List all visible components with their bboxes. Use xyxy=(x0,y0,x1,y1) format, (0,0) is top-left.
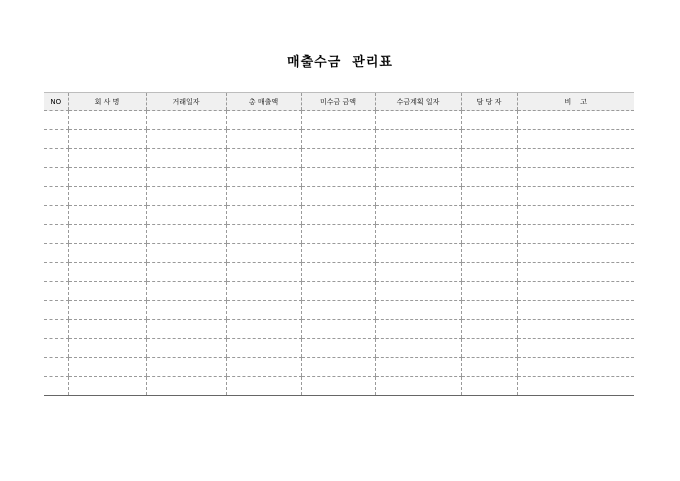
table-cell[interactable] xyxy=(375,130,461,149)
header-remarks: 비 고 xyxy=(517,93,634,111)
table-cell[interactable] xyxy=(68,206,146,225)
table-cell[interactable] xyxy=(68,111,146,130)
table-cell[interactable] xyxy=(226,320,301,339)
table-cell[interactable] xyxy=(68,225,146,244)
table-cell[interactable] xyxy=(301,263,375,282)
table-cell[interactable] xyxy=(226,358,301,377)
table-cell[interactable] xyxy=(301,377,375,396)
table-cell[interactable] xyxy=(226,301,301,320)
table-row xyxy=(44,111,634,130)
table-cell[interactable] xyxy=(301,111,375,130)
table-cell[interactable] xyxy=(146,339,226,358)
table-cell[interactable] xyxy=(375,339,461,358)
table-cell[interactable] xyxy=(461,111,517,130)
table-row xyxy=(44,130,634,149)
table-cell[interactable] xyxy=(375,358,461,377)
table-cell[interactable] xyxy=(301,244,375,263)
header-person-in-charge: 담 당 자 xyxy=(461,93,517,111)
table-cell[interactable] xyxy=(226,244,301,263)
table-header-row xyxy=(44,93,634,111)
table-cell[interactable] xyxy=(375,377,461,396)
table-cell[interactable] xyxy=(68,339,146,358)
table-cell[interactable] xyxy=(146,301,226,320)
table-cell[interactable] xyxy=(68,358,146,377)
table-row xyxy=(44,206,634,225)
table-cell[interactable] xyxy=(517,377,634,396)
table-row xyxy=(44,339,634,358)
table-cell[interactable] xyxy=(44,244,68,263)
table-body xyxy=(44,111,634,396)
table-cell[interactable] xyxy=(517,149,634,168)
table-cell[interactable] xyxy=(226,111,301,130)
table-cell[interactable] xyxy=(226,225,301,244)
table-cell[interactable] xyxy=(226,377,301,396)
table-cell[interactable] xyxy=(146,377,226,396)
table-cell[interactable] xyxy=(461,282,517,301)
table-cell[interactable] xyxy=(375,149,461,168)
table-cell[interactable] xyxy=(146,206,226,225)
table-cell[interactable] xyxy=(517,263,634,282)
table-cell[interactable] xyxy=(44,111,68,130)
table-cell[interactable] xyxy=(517,339,634,358)
table-cell[interactable] xyxy=(375,187,461,206)
table-cell[interactable] xyxy=(301,282,375,301)
table-cell[interactable] xyxy=(517,301,634,320)
table-cell[interactable] xyxy=(44,282,68,301)
document-title: 매출수금 관리표 xyxy=(287,55,393,70)
table-cell[interactable] xyxy=(375,168,461,187)
header-total-sales: 총 매출액 xyxy=(226,93,301,111)
table-cell[interactable] xyxy=(301,301,375,320)
table-cell[interactable] xyxy=(461,225,517,244)
table-cell[interactable] xyxy=(461,339,517,358)
table-cell[interactable] xyxy=(375,244,461,263)
header-company-name: 회 사 명 xyxy=(68,93,146,111)
table-cell[interactable] xyxy=(517,130,634,149)
table-cell[interactable] xyxy=(146,111,226,130)
table-cell[interactable] xyxy=(517,111,634,130)
table-row xyxy=(44,187,634,206)
table-cell[interactable] xyxy=(517,358,634,377)
table-row xyxy=(44,377,634,396)
table-cell[interactable] xyxy=(44,358,68,377)
table-cell[interactable] xyxy=(301,225,375,244)
table-cell[interactable] xyxy=(68,320,146,339)
table-cell[interactable] xyxy=(146,149,226,168)
header-no: NO xyxy=(44,93,68,111)
table-cell[interactable] xyxy=(517,206,634,225)
table-cell[interactable] xyxy=(517,282,634,301)
table-cell[interactable] xyxy=(375,263,461,282)
table-cell[interactable] xyxy=(226,263,301,282)
table-cell[interactable] xyxy=(375,225,461,244)
table-cell[interactable] xyxy=(44,320,68,339)
table-row xyxy=(44,244,634,263)
table-cell[interactable] xyxy=(375,320,461,339)
header-outstanding-amount: 미수금 금액 xyxy=(301,93,375,111)
table-cell[interactable] xyxy=(461,244,517,263)
table-cell[interactable] xyxy=(146,358,226,377)
table-cell[interactable] xyxy=(146,187,226,206)
table-cell[interactable] xyxy=(301,358,375,377)
table-cell[interactable] xyxy=(226,187,301,206)
table-cell[interactable] xyxy=(226,206,301,225)
table-cell[interactable] xyxy=(44,149,68,168)
table-cell[interactable] xyxy=(461,206,517,225)
table-cell[interactable] xyxy=(68,168,146,187)
table-cell[interactable] xyxy=(301,130,375,149)
table-cell[interactable] xyxy=(68,149,146,168)
table-cell[interactable] xyxy=(461,377,517,396)
table-cell[interactable] xyxy=(517,244,634,263)
table-row xyxy=(44,168,634,187)
table-cell[interactable] xyxy=(44,301,68,320)
table-cell[interactable] xyxy=(44,206,68,225)
header-transaction-date: 거래일자 xyxy=(146,93,226,111)
table-row xyxy=(44,225,634,244)
table-row xyxy=(44,301,634,320)
table-cell[interactable] xyxy=(44,377,68,396)
table-cell[interactable] xyxy=(375,301,461,320)
table-cell[interactable] xyxy=(146,244,226,263)
table-cell[interactable] xyxy=(461,263,517,282)
table-cell[interactable] xyxy=(68,130,146,149)
table-cell[interactable] xyxy=(517,168,634,187)
table-cell[interactable] xyxy=(226,130,301,149)
table-cell[interactable] xyxy=(375,111,461,130)
table-row xyxy=(44,149,634,168)
table-cell[interactable] xyxy=(68,377,146,396)
table-cell[interactable] xyxy=(44,225,68,244)
table-cell[interactable] xyxy=(461,130,517,149)
table-cell[interactable] xyxy=(146,263,226,282)
table-cell[interactable] xyxy=(461,187,517,206)
table-cell[interactable] xyxy=(375,206,461,225)
table-cell[interactable] xyxy=(44,168,68,187)
table-cell[interactable] xyxy=(517,320,634,339)
table-cell[interactable] xyxy=(301,339,375,358)
table-cell[interactable] xyxy=(68,263,146,282)
table-cell[interactable] xyxy=(301,149,375,168)
table-cell[interactable] xyxy=(146,282,226,301)
table-cell[interactable] xyxy=(68,301,146,320)
table-cell[interactable] xyxy=(68,282,146,301)
table-cell[interactable] xyxy=(226,282,301,301)
table-cell[interactable] xyxy=(146,168,226,187)
table-cell[interactable] xyxy=(68,187,146,206)
table-cell[interactable] xyxy=(146,320,226,339)
table-cell[interactable] xyxy=(146,225,226,244)
table-cell[interactable] xyxy=(44,130,68,149)
table-cell[interactable] xyxy=(44,263,68,282)
table-cell[interactable] xyxy=(226,168,301,187)
table-row xyxy=(44,358,634,377)
table-cell[interactable] xyxy=(461,358,517,377)
table-cell[interactable] xyxy=(461,320,517,339)
table-cell[interactable] xyxy=(301,168,375,187)
table-cell[interactable] xyxy=(301,187,375,206)
table-cell[interactable] xyxy=(461,168,517,187)
table-row xyxy=(44,282,634,301)
table-cell[interactable] xyxy=(461,149,517,168)
sales-collection-table xyxy=(44,92,634,396)
table-row xyxy=(44,263,634,282)
table-cell[interactable] xyxy=(68,244,146,263)
table-cell[interactable] xyxy=(301,206,375,225)
table-row xyxy=(44,320,634,339)
header-collection-plan-date: 수금계획 일자 xyxy=(375,93,461,111)
table-cell[interactable] xyxy=(517,225,634,244)
table-cell[interactable] xyxy=(301,320,375,339)
table-cell[interactable] xyxy=(44,339,68,358)
table-cell[interactable] xyxy=(146,130,226,149)
table-cell[interactable] xyxy=(517,187,634,206)
table-cell[interactable] xyxy=(226,339,301,358)
table-cell[interactable] xyxy=(226,149,301,168)
table-cell[interactable] xyxy=(461,301,517,320)
table-cell[interactable] xyxy=(44,187,68,206)
table-cell[interactable] xyxy=(375,282,461,301)
